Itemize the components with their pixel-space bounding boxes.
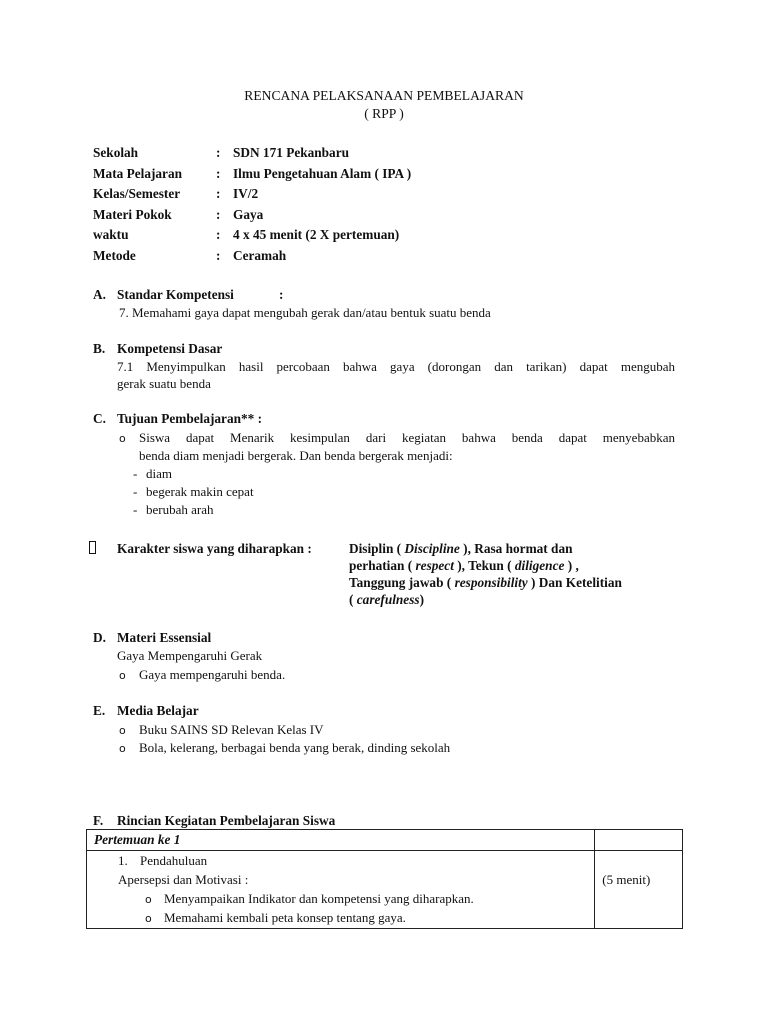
identity-colon: : xyxy=(216,207,221,222)
identity-label-waktu: waktu xyxy=(93,227,129,242)
bullet-icon: o xyxy=(119,742,126,755)
section-e-item: Buku SAINS SD Relevan Kelas IV xyxy=(139,722,324,737)
section-c-letter: C. xyxy=(93,411,106,426)
section-e-heading: Media Belajar xyxy=(117,703,199,718)
karakter-line-2: perhatian ( respect ), Tekun ( diligence ) , xyxy=(349,558,579,573)
bullet-icon: o xyxy=(119,432,126,445)
meeting-header: Pertemuan ke 1 xyxy=(94,832,181,847)
bullet-icon: o xyxy=(119,669,126,682)
identity-label-materi-pokok: Materi Pokok xyxy=(93,207,172,222)
karakter-label: Karakter siswa yang diharapkan : xyxy=(117,541,312,556)
section-b-letter: B. xyxy=(93,341,106,356)
identity-colon: : xyxy=(216,145,221,160)
missing-glyph-icon xyxy=(89,541,96,554)
identity-label-mata-pelajaran: Mata Pelajaran xyxy=(93,166,182,181)
dash-marker: - xyxy=(133,484,138,499)
section-f-letter: F. xyxy=(93,813,104,828)
table-bullet-item: Memahami kembali peta konsep tentang gaya. xyxy=(164,910,406,925)
identity-label-sekolah: Sekolah xyxy=(93,145,139,160)
karakter-line-3: Tanggung jawab ( responsibility ) Dan Ketelitian xyxy=(349,575,622,590)
identity-colon: : xyxy=(216,227,221,242)
section-a-colon: : xyxy=(279,287,284,302)
identity-value-materi-pokok: Gaya xyxy=(233,207,264,222)
section-b-text-line2: gerak suatu benda xyxy=(117,376,211,391)
bullet-icon: o xyxy=(119,724,126,737)
section-c-item: berubah arah xyxy=(146,502,214,517)
section-c-item: begerak makin cepat xyxy=(146,484,254,499)
section-e-item: Bola, kelerang, berbagai benda yang berak, dinding sekolah xyxy=(139,740,451,755)
section-a-text: 7. Memahami gaya dapat mengubah gerak dan/atau bentuk suatu benda xyxy=(119,305,491,320)
table-bullet-item: Menyampaikan Indikator dan kompetensi yang diharapkan. xyxy=(164,891,474,906)
identity-colon: : xyxy=(216,166,221,181)
item-number: 1. xyxy=(118,853,128,868)
bullet-icon: o xyxy=(145,912,152,925)
section-d-letter: D. xyxy=(93,630,106,645)
section-a-heading: Standar Kompetensi xyxy=(117,287,234,302)
identity-colon: : xyxy=(216,186,221,201)
identity-value-kelas-semester: IV/2 xyxy=(233,186,259,201)
item-title: Pendahuluan xyxy=(140,853,208,868)
bullet-icon: o xyxy=(145,893,152,906)
section-d-item: Gaya mempengaruhi benda. xyxy=(139,667,286,682)
karakter-line-1: Disiplin ( Discipline ), Rasa hormat dan xyxy=(349,541,573,556)
identity-value-waktu: 4 x 45 menit (2 X pertemuan) xyxy=(233,227,400,242)
section-a-letter: A. xyxy=(93,287,106,302)
section-b-heading: Kompetensi Dasar xyxy=(117,341,223,356)
identity-value-mata-pelajaran: Ilmu Pengetahuan Alam ( IPA ) xyxy=(233,166,412,181)
section-f-heading: Rincian Kegiatan Pembelajaran Siswa xyxy=(117,813,336,828)
section-c-item: diam xyxy=(146,466,172,481)
identity-label-metode: Metode xyxy=(93,248,136,263)
section-d-heading: Materi Essensial xyxy=(117,630,212,645)
duration-cell xyxy=(595,851,683,929)
table-row xyxy=(87,851,595,929)
identity-value-metode: Ceramah xyxy=(233,248,287,263)
section-c-text-line1: Siswa dapat Menarik kesimpulan dari kegiatan bahwa benda dapat menyebabkan xyxy=(139,430,675,445)
section-e-letter: E. xyxy=(93,703,106,718)
dash-marker: - xyxy=(133,466,138,481)
identity-value-sekolah: SDN 171 Pekanbaru xyxy=(233,145,349,160)
identity-colon: : xyxy=(216,248,221,263)
item-subtitle: Apersepsi dan Motivasi : xyxy=(118,872,249,887)
dash-marker: - xyxy=(133,502,138,517)
table-header-cell xyxy=(87,830,595,851)
document-subtitle: ( RPP ) xyxy=(364,106,404,121)
section-d-text: Gaya Mempengaruhi Gerak xyxy=(117,648,263,663)
section-c-text-line2: benda diam menjadi bergerak. Dan benda bergerak menjadi: xyxy=(139,448,453,463)
karakter-line-4: ( carefulness) xyxy=(349,592,424,607)
activity-table xyxy=(86,829,683,929)
duration-text: (5 menit) xyxy=(602,872,651,887)
document-title: RENCANA PELAKSANAAN PEMBELAJARAN xyxy=(244,88,524,103)
section-c-heading: Tujuan Pembelajaran** : xyxy=(117,411,263,426)
section-b-text-line1: 7.1 Menyimpulkan hasil percobaan bahwa gaya (dorongan dan tarikan) dapat mengubah xyxy=(117,359,675,374)
identity-label-kelas-semester: Kelas/Semester xyxy=(93,186,181,201)
table-header-empty-cell xyxy=(595,830,683,851)
